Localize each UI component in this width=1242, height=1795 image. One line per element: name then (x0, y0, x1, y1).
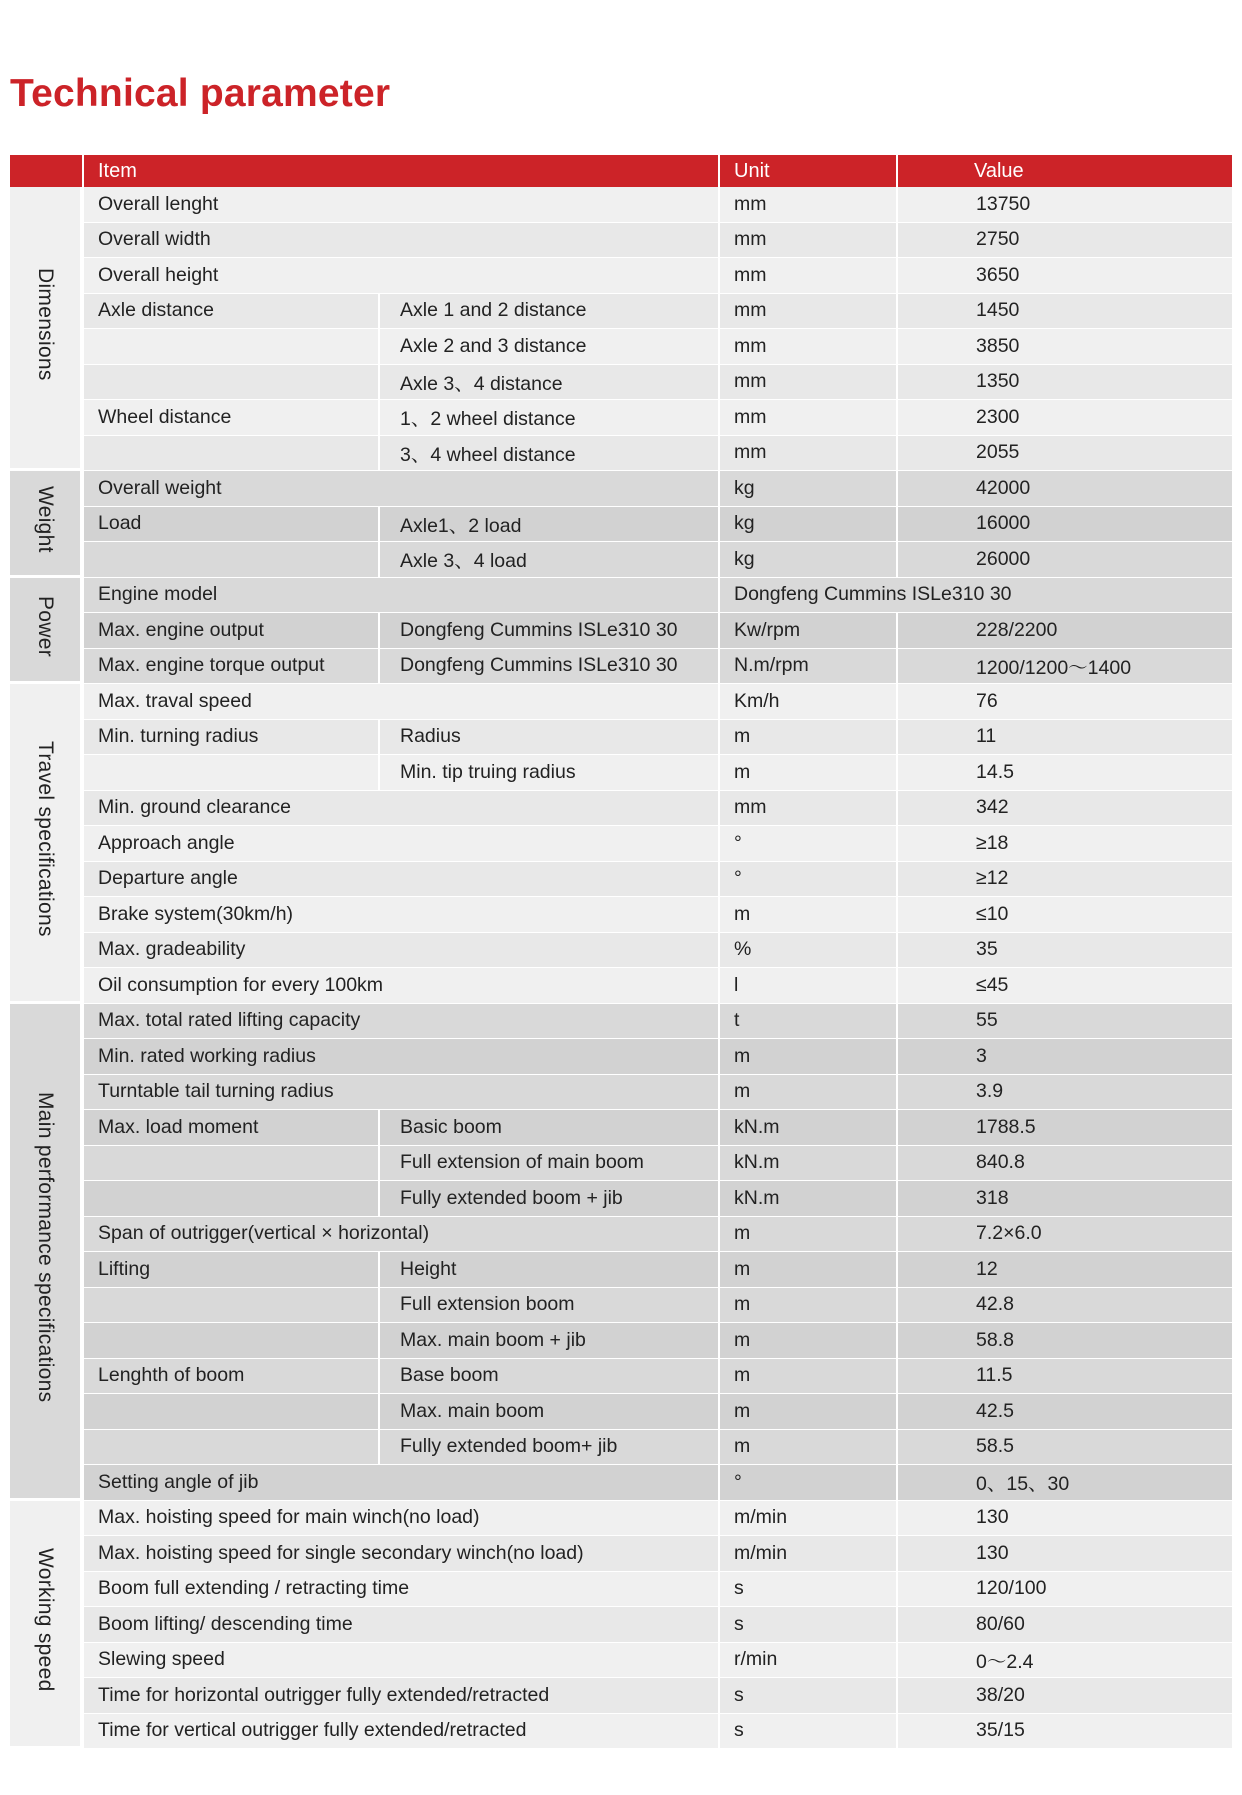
table-row (10, 436, 1232, 472)
spec-table-body (10, 187, 1232, 1749)
table-row (10, 1572, 1232, 1608)
unit-cell: s (718, 1678, 896, 1714)
unit-cell: mm (718, 436, 896, 472)
table-row (10, 1217, 1232, 1253)
sub-item-cell: Axle1、2 load (378, 507, 718, 543)
header-corner (10, 155, 82, 187)
value-cell: 42.8 (896, 1288, 1232, 1324)
unit-cell: m (718, 755, 896, 791)
table-row (10, 1394, 1232, 1430)
value-cell: 318 (896, 1181, 1232, 1217)
value-cell: 2750 (896, 223, 1232, 259)
sub-item-cell: Radius (378, 720, 718, 756)
value-cell: 76 (896, 684, 1232, 720)
item-cell (82, 755, 378, 791)
value-cell: 58.8 (896, 1323, 1232, 1359)
item-cell: Setting angle of jib (82, 1465, 718, 1501)
table-row (10, 507, 1232, 543)
value-cell: 12 (896, 1252, 1232, 1288)
unit-cell: mm (718, 365, 896, 401)
page-title: Technical parameter (10, 72, 391, 115)
item-cell (82, 1430, 378, 1466)
unit-cell: ° (718, 862, 896, 898)
value-cell: 35/15 (896, 1714, 1232, 1750)
item-cell: Boom full extending / retracting time (82, 1572, 718, 1608)
unit-cell: l (718, 968, 896, 1004)
value-cell: ≤45 (896, 968, 1232, 1004)
group-label: Power (34, 595, 57, 657)
value-cell: 0～2.4 (896, 1643, 1232, 1679)
table-row (10, 1714, 1232, 1750)
sub-item-cell: Full extension boom (378, 1288, 718, 1324)
item-cell: Brake system(30km/h) (82, 897, 718, 933)
group-label-cell (10, 471, 82, 578)
value-span-cell: Dongfeng Cummins ISLe310 30 (718, 578, 1232, 614)
table-row (10, 826, 1232, 862)
sub-item-cell: Axle 1 and 2 distance (378, 294, 718, 330)
table-row (10, 1678, 1232, 1714)
spec-table (10, 155, 1232, 1749)
item-cell: Wheel distance (82, 400, 378, 436)
value-cell: 1788.5 (896, 1110, 1232, 1146)
value-cell: 3850 (896, 329, 1232, 365)
table-row (10, 968, 1232, 1004)
unit-cell: m (718, 1039, 896, 1075)
item-cell: Time for vertical outrigger fully extended/retracted (82, 1714, 718, 1750)
table-row (10, 365, 1232, 401)
header-unit: Unit (718, 155, 896, 187)
value-cell: 120/100 (896, 1572, 1232, 1608)
item-cell: Max. gradeability (82, 933, 718, 969)
item-cell: Max. hoisting speed for single secondary winch(no load) (82, 1536, 718, 1572)
unit-cell: Kw/rpm (718, 613, 896, 649)
unit-cell: t (718, 1004, 896, 1040)
group-label-cell (10, 684, 82, 1004)
sub-item-cell: Dongfeng Cummins ISLe310 30 (378, 649, 718, 685)
table-row (10, 791, 1232, 827)
group-label: Dimensions (34, 268, 57, 381)
unit-cell: m (718, 897, 896, 933)
item-cell: Min. ground clearance (82, 791, 718, 827)
unit-cell: mm (718, 400, 896, 436)
table-row (10, 1607, 1232, 1643)
group-label-cell (10, 1501, 82, 1750)
table-row (10, 1075, 1232, 1111)
unit-cell: % (718, 933, 896, 969)
item-cell: Lenghth of boom (82, 1359, 378, 1395)
table-row (10, 755, 1232, 791)
item-cell: Overall weight (82, 471, 718, 507)
unit-cell: Km/h (718, 684, 896, 720)
sub-item-cell: Height (378, 1252, 718, 1288)
unit-cell: kg (718, 542, 896, 578)
sub-item-cell: Max. main boom + jib (378, 1323, 718, 1359)
item-cell (82, 365, 378, 401)
unit-cell: m (718, 1323, 896, 1359)
item-cell: Axle distance (82, 294, 378, 330)
item-cell (82, 1288, 378, 1324)
sub-item-cell: 3、4 wheel distance (378, 436, 718, 472)
sub-item-cell: Fully extended boom+ jib (378, 1430, 718, 1466)
unit-cell: m (718, 1394, 896, 1430)
item-cell: Max. traval speed (82, 684, 718, 720)
value-cell: 42000 (896, 471, 1232, 507)
value-cell: 130 (896, 1501, 1232, 1537)
item-cell: Departure angle (82, 862, 718, 898)
item-cell (82, 436, 378, 472)
table-row (10, 1536, 1232, 1572)
item-cell (82, 329, 378, 365)
value-cell: 58.5 (896, 1430, 1232, 1466)
value-cell: 14.5 (896, 755, 1232, 791)
table-row (10, 862, 1232, 898)
item-cell (82, 1181, 378, 1217)
value-cell: ≤10 (896, 897, 1232, 933)
sub-item-cell: Axle 2 and 3 distance (378, 329, 718, 365)
unit-cell: kN.m (718, 1110, 896, 1146)
item-cell: Max. engine output (82, 613, 378, 649)
header-item: Item (82, 155, 718, 187)
table-row (10, 613, 1232, 649)
unit-cell: m (718, 1217, 896, 1253)
sub-item-cell: Fully extended boom + jib (378, 1181, 718, 1217)
group-label: Working speed (34, 1548, 57, 1693)
sub-item-cell: Axle 3、4 load (378, 542, 718, 578)
table-row (10, 897, 1232, 933)
table-row (10, 1430, 1232, 1466)
table-row (10, 578, 1232, 614)
sub-item-cell: Min. tip truing radius (378, 755, 718, 791)
item-cell (82, 542, 378, 578)
table-row (10, 223, 1232, 259)
unit-cell: s (718, 1607, 896, 1643)
table-row (10, 294, 1232, 330)
value-cell: 1200/1200～1400 (896, 649, 1232, 685)
unit-cell: m (718, 1288, 896, 1324)
item-cell: Overall lenght (82, 187, 718, 223)
table-row (10, 720, 1232, 756)
unit-cell: m (718, 1075, 896, 1111)
value-cell: 130 (896, 1536, 1232, 1572)
item-cell: Lifting (82, 1252, 378, 1288)
table-row (10, 1288, 1232, 1324)
table-row (10, 1039, 1232, 1075)
table-row (10, 1323, 1232, 1359)
sub-item-cell: 1、2 wheel distance (378, 400, 718, 436)
unit-cell: mm (718, 258, 896, 294)
unit-cell: mm (718, 187, 896, 223)
unit-cell: m (718, 1430, 896, 1466)
unit-cell: m/min (718, 1501, 896, 1537)
item-cell: Load (82, 507, 378, 543)
header-value: Value (896, 155, 1232, 187)
unit-cell: s (718, 1714, 896, 1750)
table-row (10, 1110, 1232, 1146)
table-row (10, 400, 1232, 436)
value-cell: 0、15、30 (896, 1465, 1232, 1501)
item-cell: Turntable tail turning radius (82, 1075, 718, 1111)
item-cell: Min. rated working radius (82, 1039, 718, 1075)
table-row (10, 1465, 1232, 1501)
table-row (10, 933, 1232, 969)
value-cell: 42.5 (896, 1394, 1232, 1430)
table-header-row (10, 155, 1232, 187)
table-row (10, 1146, 1232, 1182)
item-cell: Approach angle (82, 826, 718, 862)
item-cell: Overall height (82, 258, 718, 294)
table-row (10, 1004, 1232, 1040)
group-label-cell (10, 1004, 82, 1501)
unit-cell: mm (718, 223, 896, 259)
unit-cell: m (718, 1252, 896, 1288)
group-label: Main performance specifications (34, 1092, 57, 1403)
table-row (10, 329, 1232, 365)
table-row (10, 1252, 1232, 1288)
unit-cell: mm (718, 294, 896, 330)
item-cell: Max. total rated lifting capacity (82, 1004, 718, 1040)
value-cell: 11 (896, 720, 1232, 756)
table-row (10, 471, 1232, 507)
sub-item-cell: Max. main boom (378, 1394, 718, 1430)
unit-cell: m/min (718, 1536, 896, 1572)
item-cell: Max. engine torque output (82, 649, 378, 685)
value-cell: ≥18 (896, 826, 1232, 862)
sub-item-cell: Axle 3、4 distance (378, 365, 718, 401)
group-label: Weight (34, 486, 57, 554)
item-cell: Oil consumption for every 100km (82, 968, 718, 1004)
value-cell: 228/2200 (896, 613, 1232, 649)
unit-cell: kN.m (718, 1181, 896, 1217)
unit-cell: kg (718, 471, 896, 507)
value-cell: 2055 (896, 436, 1232, 472)
unit-cell: ° (718, 826, 896, 862)
value-cell: 1450 (896, 294, 1232, 330)
table-row (10, 542, 1232, 578)
value-cell: ≥12 (896, 862, 1232, 898)
item-cell: Slewing speed (82, 1643, 718, 1679)
value-cell: 35 (896, 933, 1232, 969)
item-cell: Engine model (82, 578, 718, 614)
item-cell: Overall width (82, 223, 718, 259)
value-cell: 2300 (896, 400, 1232, 436)
value-cell: 11.5 (896, 1359, 1232, 1395)
item-cell: Min. turning radius (82, 720, 378, 756)
value-cell: 13750 (896, 187, 1232, 223)
unit-cell: r/min (718, 1643, 896, 1679)
sub-item-cell: Basic boom (378, 1110, 718, 1146)
unit-cell: kN.m (718, 1146, 896, 1182)
value-cell: 80/60 (896, 1607, 1232, 1643)
item-cell: Max. hoisting speed for main winch(no load) (82, 1501, 718, 1537)
item-cell (82, 1394, 378, 1430)
item-cell: Boom lifting/ descending time (82, 1607, 718, 1643)
unit-cell: m (718, 720, 896, 756)
value-cell: 55 (896, 1004, 1232, 1040)
item-cell: Max. load moment (82, 1110, 378, 1146)
sub-item-cell: Base boom (378, 1359, 718, 1395)
value-cell: 342 (896, 791, 1232, 827)
unit-cell: s (718, 1572, 896, 1608)
value-cell: 7.2×6.0 (896, 1217, 1232, 1253)
unit-cell: ° (718, 1465, 896, 1501)
item-cell: Time for horizontal outrigger fully extended/retracted (82, 1678, 718, 1714)
group-label: Travel specifications (34, 741, 57, 938)
table-row (10, 187, 1232, 223)
table-row (10, 258, 1232, 294)
group-label-cell (10, 578, 82, 685)
unit-cell: N.m/rpm (718, 649, 896, 685)
unit-cell: m (718, 1359, 896, 1395)
unit-cell: mm (718, 329, 896, 365)
item-cell (82, 1323, 378, 1359)
table-row (10, 1359, 1232, 1395)
value-cell: 1350 (896, 365, 1232, 401)
item-cell: Span of outrigger(vertical × horizontal) (82, 1217, 718, 1253)
item-cell (82, 1146, 378, 1182)
value-cell: 3 (896, 1039, 1232, 1075)
table-row (10, 649, 1232, 685)
table-row (10, 1643, 1232, 1679)
unit-cell: kg (718, 507, 896, 543)
sub-item-cell: Full extension of main boom (378, 1146, 718, 1182)
value-cell: 26000 (896, 542, 1232, 578)
value-cell: 38/20 (896, 1678, 1232, 1714)
value-cell: 16000 (896, 507, 1232, 543)
value-cell: 3650 (896, 258, 1232, 294)
value-cell: 840.8 (896, 1146, 1232, 1182)
group-label-cell (10, 187, 82, 471)
value-cell: 3.9 (896, 1075, 1232, 1111)
sub-item-cell: Dongfeng Cummins ISLe310 30 (378, 613, 718, 649)
table-row (10, 684, 1232, 720)
table-row (10, 1181, 1232, 1217)
unit-cell: mm (718, 791, 896, 827)
table-row (10, 1501, 1232, 1537)
